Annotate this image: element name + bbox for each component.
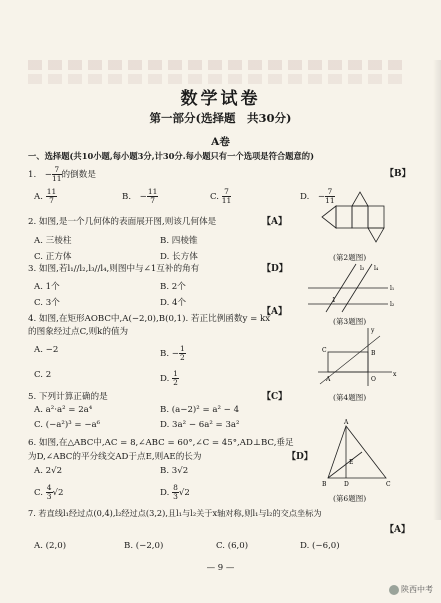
svg-text:y: y [371, 327, 375, 334]
svg-text:D: D [344, 481, 349, 488]
wechat-icon [389, 585, 399, 595]
question-1-option-b: B. − $\frac{11}{7}$ [122, 187, 158, 205]
question-5-option-d: D. 3a² − 6a² = 3a² [160, 420, 240, 430]
question-2-answer: 【A】 [262, 217, 287, 227]
question-6-option-a: A. 2√2 [34, 466, 63, 476]
svg-text:x: x [393, 371, 397, 378]
svg-text:C: C [322, 347, 327, 354]
instructions: 一、选择题(共10小题,每小题3分,计30分.每小题只有一个选项是符合题意的) [28, 151, 314, 161]
bleed-through-row [28, 60, 408, 70]
svg-text:O: O [371, 376, 376, 383]
question-6-option-d: D. $\frac{8}{3}$ √2 [160, 483, 190, 501]
figure-4-rectangle [318, 326, 398, 388]
question-5-option-b: B. (a−2)² = a² − 4 [160, 405, 240, 415]
question-4-option-b: B. − $\frac{1}{2}$ [160, 344, 185, 362]
question-6-option-c: C. $\frac{4}{3}$ √2 [34, 483, 64, 501]
question-4-option-d: D. $\frac{1}{2}$ [160, 369, 178, 387]
exam-title: 数学试卷 [180, 89, 261, 109]
svg-text:C: C [386, 481, 391, 488]
question-6-option-b: B. 3√2 [160, 466, 189, 476]
label-l3: l₃ [360, 265, 365, 272]
question-2-option-b: B. 四棱锥 [160, 236, 198, 246]
question-1-option-c: C. $\frac{7}{11}$ [210, 187, 232, 205]
figure-2-net [322, 190, 402, 248]
question-2-stem: 2. 如图,是一个几何体的表面展开图,则该几何体是 [28, 217, 217, 227]
question-2-option-c: C. 正方体 [34, 252, 72, 262]
label-l4: l₄ [374, 265, 379, 272]
question-7-option-d: D. (−6,0) [300, 541, 340, 551]
question-3-option-d: D. 4个 [160, 298, 187, 308]
question-7-option-a: A. (2,0) [34, 541, 67, 551]
question-1-option-a: A. $\frac{11}{7}$ [34, 187, 57, 205]
watermark-badge: 陕西中考 [389, 584, 433, 595]
question-1-stem: 1. − $\frac{7}{11}$ 的倒数是 [28, 165, 96, 183]
question-6-stem-line-2: 为D,∠ABC的平分线交AD于点E,则AE的长为 [28, 452, 202, 462]
question-2-option-a: A. 三棱柱 [34, 236, 72, 246]
svg-text:A: A [326, 376, 331, 383]
label-angle-1: 1 [332, 297, 336, 304]
question-4-option-c: C. 2 [34, 370, 52, 380]
question-6-stem: 6. 如图,在△ABC中,AC = 8,∠ABC = 60°,∠C = 45°,AD⊥BC,垂足 [28, 438, 294, 448]
question-4-option-a: A. −2 [34, 345, 59, 355]
svg-text:B: B [322, 481, 327, 488]
question-4-stem-line-2: 的图象经过点C,则k的值为 [28, 327, 129, 337]
question-2-option-d: D. 长方体 [160, 252, 198, 262]
page-edge-shadow [433, 60, 441, 520]
figure-3-caption: (第3题图) [333, 317, 367, 326]
figure-4-caption: (第4题图) [333, 393, 367, 402]
question-3-option-c: C. 3个 [34, 298, 60, 308]
part-label: A卷 [211, 136, 230, 148]
section-title: 第一部分(选择题 共30分) [149, 111, 292, 125]
question-7-answer: 【A】 [385, 525, 410, 535]
question-3-option-a: A. 1个 [34, 282, 60, 292]
bleed-through-row [28, 74, 408, 84]
question-5-option-c: C. (−a²)³ = −a⁶ [34, 420, 101, 430]
figure-6-triangle [316, 418, 396, 488]
label-l1: l₁ [390, 285, 395, 292]
svg-text:E: E [349, 459, 354, 466]
question-5-stem: 5. 下列计算正确的是 [28, 392, 108, 402]
question-5-option-a: A. a²·a² = 2a⁴ [34, 405, 93, 415]
label-l2: l₂ [390, 301, 395, 308]
question-3-stem: 3. 如图,若l₁//l₂,l₃//l₄,则图中与∠1互补的角有 [28, 264, 200, 274]
question-1-answer: 【B】 [385, 169, 411, 179]
question-7-stem: 7. 若直线l₁经过点(0,4),l₂经过点(3,2),且l₁与l₂关于x轴对称,则l₁与l₂的交点坐标为 [28, 508, 322, 518]
question-7-option-c: C. (6,0) [216, 541, 249, 551]
question-5-answer: 【C】 [262, 392, 288, 402]
question-7-option-b: B. (−2,0) [124, 541, 164, 551]
question-4-stem: 4. 如图,在矩形AOBC中,A(−2,0),B(0,1). 若正比例函数y = kx [28, 314, 271, 324]
page-number: — 9 — [206, 563, 235, 573]
figure-6-caption: (第6题图) [333, 494, 367, 503]
fraction: $\frac{7}{11}$ [52, 165, 62, 183]
question-1-option-d: D. − $\frac{7}{11}$ [300, 187, 335, 205]
question-3-option-b: B. 2个 [160, 282, 186, 292]
svg-text:B: B [371, 350, 376, 357]
question-6-answer: 【D】 [287, 452, 313, 462]
question-4-answer: 【A】 [262, 307, 287, 317]
question-3-answer: 【D】 [262, 264, 288, 274]
figure-2-caption: (第2题图) [333, 253, 367, 262]
svg-text:A: A [344, 419, 349, 426]
figure-3-lines [308, 262, 400, 314]
